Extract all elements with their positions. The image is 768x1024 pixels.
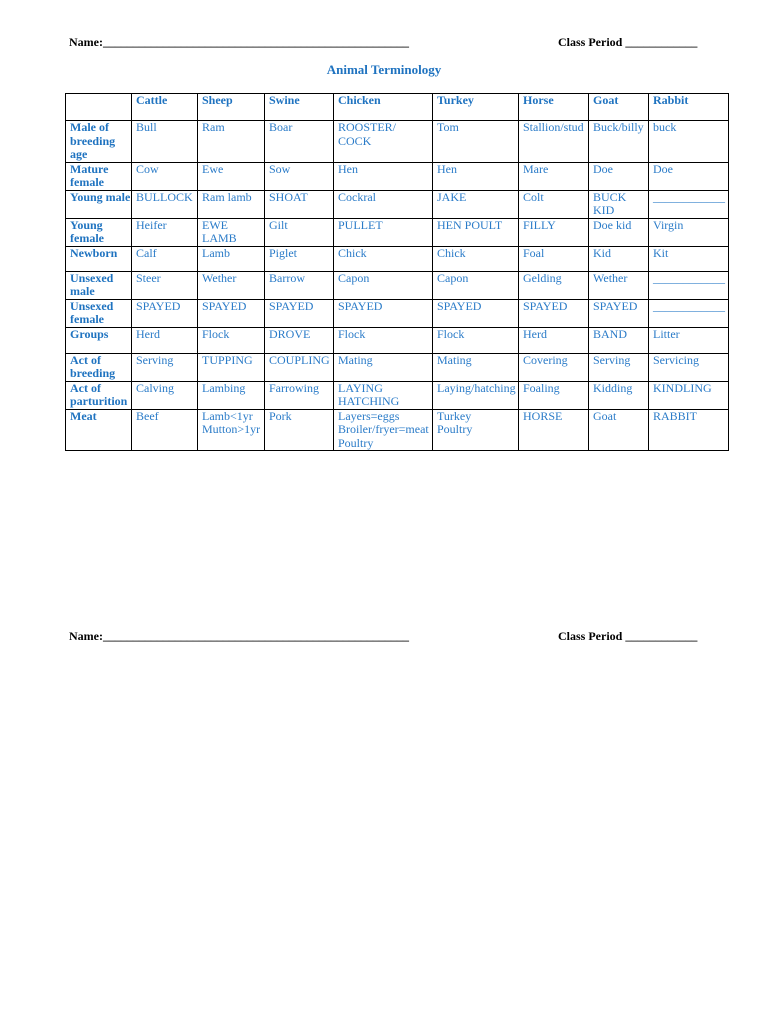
term-cell bbox=[334, 299, 433, 327]
term-text: Gilt bbox=[269, 218, 288, 232]
term-text: Laying/hatching bbox=[437, 381, 516, 395]
terminology-table bbox=[65, 93, 729, 451]
term-text: Lamb bbox=[202, 246, 230, 260]
term-cell bbox=[198, 409, 265, 451]
term-text: Steer bbox=[136, 271, 161, 285]
term-text: SPAYED bbox=[338, 299, 383, 313]
footer-name-blank[interactable]: ___________________________________________________ bbox=[102, 629, 409, 643]
term-text: Goat bbox=[593, 409, 617, 423]
term-cell bbox=[198, 190, 265, 218]
name-field[interactable] bbox=[69, 35, 409, 50]
term-text: Chick bbox=[338, 246, 367, 260]
term-text: TUPPING bbox=[202, 353, 253, 367]
term-text: Gelding bbox=[523, 271, 562, 285]
term-text: Heifer bbox=[136, 218, 167, 232]
term-cell bbox=[589, 162, 649, 190]
term-text: Mare bbox=[523, 162, 549, 176]
term-text: Tom bbox=[437, 120, 459, 134]
term-text: Chick bbox=[437, 246, 466, 260]
column-header-cattle: Cattle bbox=[132, 94, 198, 121]
term-text: Flock bbox=[202, 327, 230, 341]
term-text: Herd bbox=[523, 327, 547, 341]
term-text: SPAYED bbox=[202, 299, 247, 313]
term-cell bbox=[433, 271, 519, 299]
term-cell bbox=[589, 218, 649, 246]
row-label: Newborn bbox=[66, 246, 132, 271]
term-cell bbox=[433, 190, 519, 218]
table-header-row bbox=[66, 94, 729, 121]
term-cell bbox=[265, 353, 334, 381]
term-cell bbox=[198, 381, 265, 409]
term-cell bbox=[132, 271, 198, 299]
term-text: Doe bbox=[593, 162, 613, 176]
column-header-horse: Horse bbox=[519, 94, 589, 121]
term-text: Poultry bbox=[437, 422, 473, 436]
bottom-header bbox=[0, 629, 768, 645]
table-row bbox=[66, 190, 729, 218]
term-text: Ram bbox=[202, 120, 225, 134]
term-text: LAMB bbox=[202, 231, 237, 245]
term-text: Piglet bbox=[269, 246, 298, 260]
name-label: Name: bbox=[69, 35, 103, 49]
term-cell bbox=[132, 218, 198, 246]
term-cell bbox=[198, 246, 265, 271]
term-text: DROVE bbox=[269, 327, 311, 341]
term-cell bbox=[334, 327, 433, 353]
term-text: Foal bbox=[523, 246, 545, 260]
row-label: Unsexed male bbox=[66, 271, 132, 299]
term-cell bbox=[334, 162, 433, 190]
term-cell bbox=[649, 121, 729, 163]
term-text: Mutton>1yr bbox=[202, 422, 261, 436]
term-cell bbox=[649, 299, 729, 327]
table-row bbox=[66, 381, 729, 409]
term-cell bbox=[132, 121, 198, 163]
class-period-field[interactable] bbox=[558, 35, 697, 50]
term-text: Stallion/stud bbox=[523, 120, 584, 134]
term-cell bbox=[198, 162, 265, 190]
term-cell bbox=[132, 299, 198, 327]
term-cell bbox=[649, 327, 729, 353]
term-text: Kid bbox=[593, 246, 611, 260]
term-text: Pork bbox=[269, 409, 292, 423]
term-cell bbox=[334, 246, 433, 271]
term-cell bbox=[519, 190, 589, 218]
table-row bbox=[66, 409, 729, 451]
column-header-sheep: Sheep bbox=[198, 94, 265, 121]
term-cell bbox=[132, 353, 198, 381]
column-header-swine: Swine bbox=[265, 94, 334, 121]
table-body bbox=[66, 121, 729, 451]
term-cell bbox=[265, 327, 334, 353]
term-cell bbox=[334, 381, 433, 409]
term-text: Bull bbox=[136, 120, 157, 134]
term-text: Sow bbox=[269, 162, 291, 176]
column-header-chicken: Chicken bbox=[334, 94, 433, 121]
term-text: Beef bbox=[136, 409, 159, 423]
page-title: Animal Terminology bbox=[326, 62, 442, 77]
term-cell bbox=[649, 381, 729, 409]
term-cell bbox=[519, 353, 589, 381]
table-row bbox=[66, 271, 729, 299]
term-text: Poultry bbox=[338, 435, 374, 450]
row-label: Act of parturition bbox=[66, 381, 132, 409]
term-text: Layers=eggs bbox=[338, 409, 400, 423]
term-cell bbox=[132, 327, 198, 353]
term-text: Wether bbox=[202, 271, 237, 285]
term-text: Doe bbox=[653, 162, 673, 176]
term-text: Serving bbox=[593, 353, 631, 367]
term-text: SPAYED bbox=[136, 299, 181, 313]
table-row bbox=[66, 327, 729, 353]
term-cell bbox=[589, 299, 649, 327]
term-cell bbox=[198, 271, 265, 299]
term-cell bbox=[519, 409, 589, 451]
term-text: Cow bbox=[136, 162, 159, 176]
term-text: Ewe bbox=[202, 162, 224, 176]
term-cell bbox=[519, 327, 589, 353]
term-cell bbox=[519, 218, 589, 246]
term-text: Litter bbox=[653, 327, 680, 341]
term-cell bbox=[198, 218, 265, 246]
term-cell bbox=[198, 299, 265, 327]
term-text: Calving bbox=[136, 381, 174, 395]
term-text: SHOAT bbox=[269, 190, 308, 204]
term-cell bbox=[334, 190, 433, 218]
term-text: COUPLING bbox=[269, 353, 330, 367]
term-cell bbox=[433, 299, 519, 327]
term-cell bbox=[589, 271, 649, 299]
term-cell bbox=[132, 246, 198, 271]
term-text: FILLY bbox=[523, 218, 556, 232]
corner-cell bbox=[66, 94, 132, 121]
term-text: ROOSTER/ bbox=[338, 120, 397, 134]
footer-class-period-blank[interactable]: ____________ bbox=[625, 629, 698, 643]
row-label: Unsexed female bbox=[66, 299, 132, 327]
term-cell bbox=[433, 121, 519, 163]
term-cell bbox=[433, 246, 519, 271]
term-text: Serving bbox=[136, 353, 174, 367]
term-text: JAKE bbox=[437, 190, 467, 204]
term-text: Kidding bbox=[593, 381, 633, 395]
footer-name-field[interactable] bbox=[69, 629, 409, 644]
term-cell bbox=[433, 353, 519, 381]
table-row bbox=[66, 353, 729, 381]
term-cell bbox=[433, 218, 519, 246]
term-text: Capon bbox=[437, 271, 469, 285]
term-cell bbox=[265, 190, 334, 218]
term-text: Flock bbox=[437, 327, 465, 341]
row-label: Young female bbox=[66, 218, 132, 246]
term-text: Buck/billy bbox=[593, 120, 644, 134]
term-cell bbox=[265, 121, 334, 163]
term-text: Turkey bbox=[437, 409, 472, 423]
term-cell bbox=[649, 246, 729, 271]
row-label: Male of breeding age bbox=[66, 121, 132, 163]
term-text: RABBIT bbox=[653, 409, 698, 423]
term-cell bbox=[198, 327, 265, 353]
class-period-label: Class Period bbox=[558, 35, 623, 49]
footer-name-label: Name: bbox=[69, 629, 103, 643]
term-cell bbox=[519, 381, 589, 409]
term-text: LAYING bbox=[338, 381, 383, 395]
term-text: Hen bbox=[338, 162, 358, 176]
term-cell bbox=[132, 190, 198, 218]
term-text: Lambing bbox=[202, 381, 246, 395]
term-cell bbox=[649, 271, 729, 299]
term-cell bbox=[589, 409, 649, 451]
term-cell bbox=[132, 162, 198, 190]
term-text: EWE bbox=[202, 218, 228, 232]
term-text: Covering bbox=[523, 353, 568, 367]
term-cell bbox=[649, 409, 729, 451]
term-cell bbox=[519, 162, 589, 190]
term-cell bbox=[649, 190, 729, 218]
term-text: Farrowing bbox=[269, 381, 319, 395]
table-row bbox=[66, 121, 729, 163]
term-text: KINDLING bbox=[653, 381, 712, 395]
term-text: Foaling bbox=[523, 381, 560, 395]
term-cell bbox=[132, 381, 198, 409]
term-cell bbox=[265, 271, 334, 299]
term-text: Virgin bbox=[653, 218, 684, 232]
term-cell bbox=[433, 381, 519, 409]
term-text: Doe kid bbox=[593, 218, 632, 232]
term-text: Colt bbox=[523, 190, 544, 204]
term-cell bbox=[519, 299, 589, 327]
term-cell bbox=[265, 218, 334, 246]
term-cell bbox=[265, 162, 334, 190]
term-cell bbox=[649, 162, 729, 190]
name-blank[interactable]: ___________________________________________________ bbox=[102, 35, 409, 49]
term-cell bbox=[334, 353, 433, 381]
term-text: Broiler/fryer=meat bbox=[338, 422, 429, 436]
row-label: Meat bbox=[66, 409, 132, 451]
column-header-rabbit: Rabbit bbox=[649, 94, 729, 121]
term-cell bbox=[433, 162, 519, 190]
term-text: Mating bbox=[437, 353, 472, 367]
term-cell bbox=[433, 327, 519, 353]
term-text: SPAYED bbox=[269, 299, 314, 313]
term-text: Hen bbox=[437, 162, 457, 176]
term-cell bbox=[198, 121, 265, 163]
row-label: Young male bbox=[66, 190, 132, 218]
term-text: Capon bbox=[338, 271, 370, 285]
term-text: BULLOCK bbox=[136, 190, 193, 204]
term-cell bbox=[649, 218, 729, 246]
table-row bbox=[66, 218, 729, 246]
term-text: BAND bbox=[593, 327, 628, 341]
term-cell bbox=[433, 409, 519, 451]
term-text: PULLET bbox=[338, 218, 383, 232]
term-text: ____________ bbox=[653, 299, 725, 313]
term-text: ____________ bbox=[653, 271, 725, 285]
term-text: COCK bbox=[338, 133, 372, 148]
term-text: Boar bbox=[269, 120, 293, 134]
row-label: Mature female bbox=[66, 162, 132, 190]
term-text: Barrow bbox=[269, 271, 305, 285]
term-text: Wether bbox=[593, 271, 628, 285]
term-text: Herd bbox=[136, 327, 160, 341]
term-text: Calf bbox=[136, 246, 157, 260]
term-text: SPAYED bbox=[593, 299, 638, 313]
term-cell bbox=[519, 121, 589, 163]
term-cell bbox=[589, 246, 649, 271]
term-cell bbox=[589, 381, 649, 409]
term-text: ____________ bbox=[653, 190, 725, 204]
term-text: SPAYED bbox=[437, 299, 482, 313]
term-cell bbox=[519, 271, 589, 299]
row-label: Act of breeding bbox=[66, 353, 132, 381]
term-cell bbox=[589, 190, 649, 218]
term-text: Mating bbox=[338, 353, 373, 367]
term-cell bbox=[589, 327, 649, 353]
top-header bbox=[0, 35, 768, 51]
term-cell bbox=[265, 299, 334, 327]
term-cell bbox=[265, 246, 334, 271]
column-header-goat: Goat bbox=[589, 94, 649, 121]
term-cell bbox=[334, 121, 433, 163]
term-text: Cockral bbox=[338, 190, 376, 204]
table-row bbox=[66, 246, 729, 271]
row-label: Groups bbox=[66, 327, 132, 353]
table-row bbox=[66, 162, 729, 190]
term-text: BUCK bbox=[593, 190, 627, 204]
term-cell bbox=[589, 121, 649, 163]
term-cell bbox=[334, 271, 433, 299]
class-period-blank[interactable]: ____________ bbox=[625, 35, 698, 49]
term-text: Ram lamb bbox=[202, 190, 252, 204]
term-cell bbox=[265, 381, 334, 409]
term-text: SPAYED bbox=[523, 299, 568, 313]
term-text: Flock bbox=[338, 327, 366, 341]
term-cell bbox=[265, 409, 334, 451]
term-text: HATCHING bbox=[338, 394, 400, 408]
term-cell bbox=[519, 246, 589, 271]
term-cell bbox=[198, 353, 265, 381]
term-text: HORSE bbox=[523, 409, 563, 423]
term-cell bbox=[589, 353, 649, 381]
term-text: Lamb<1yr bbox=[202, 409, 253, 423]
term-text: Kit bbox=[653, 246, 669, 260]
term-cell bbox=[334, 218, 433, 246]
column-header-turkey: Turkey bbox=[433, 94, 519, 121]
term-text: buck bbox=[653, 120, 677, 134]
footer-class-period-label: Class Period bbox=[558, 629, 623, 643]
table-row bbox=[66, 299, 729, 327]
term-cell bbox=[132, 409, 198, 451]
footer-class-period-field[interactable] bbox=[558, 629, 697, 644]
term-text: KID bbox=[593, 203, 615, 217]
term-cell bbox=[649, 353, 729, 381]
term-cell bbox=[334, 409, 433, 451]
term-text: Servicing bbox=[653, 353, 699, 367]
term-text: HEN POULT bbox=[437, 218, 503, 232]
